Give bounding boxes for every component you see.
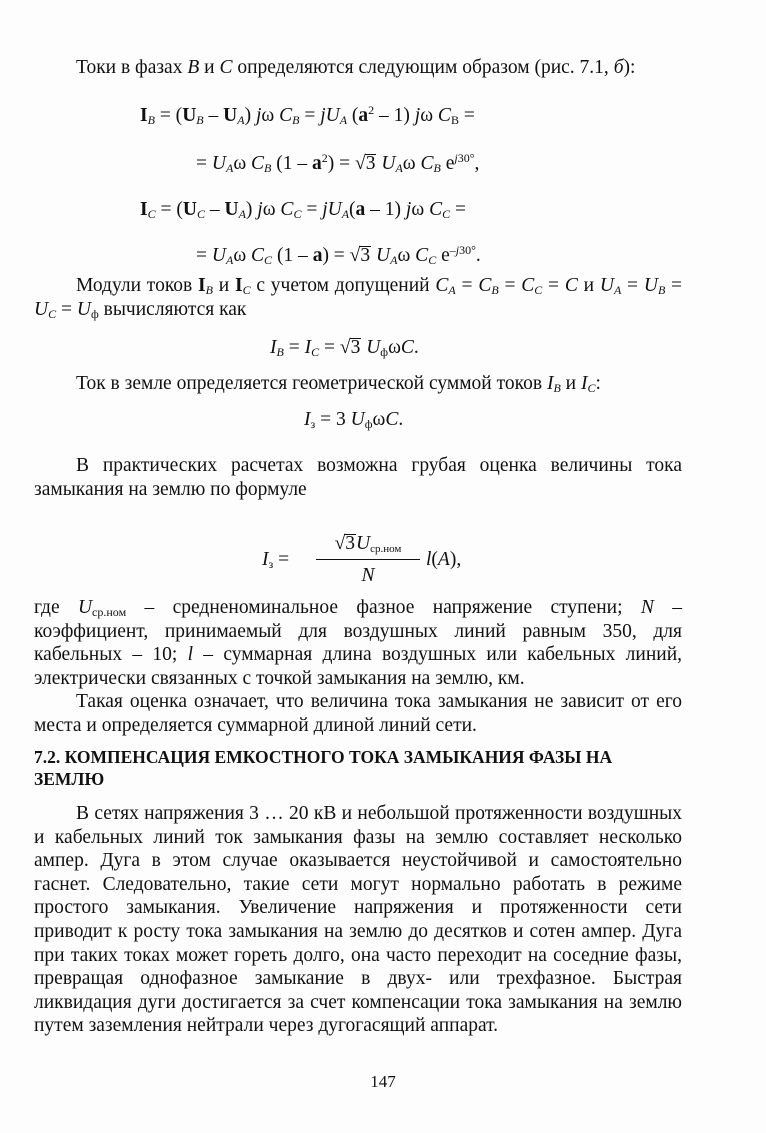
page-number: 147 bbox=[370, 1072, 396, 1091]
networks-paragraph: В сетях напряжения 3 … 20 кВ и небольшой протяженности воздушных и кабельных линий ток замыкания фазы на землю составляет несколько ампер. Дуга в этом случае оказывается неустойчивой и самостоятельно гаснет. Следовательно, такие сети могут нормально работать в режиме простого замыкания. Увеличение напряжения и протяженности сети приводит к росту тока замыкания на землю до десятков и сотен ампер. Дуга при таких токах может гореть долго, она часто переходит на соседние фазы, превращая однофазное замыкание в двух- или трехфазное. Быстрая ликвидация дуги достигается за счет компенсации тока замыкания на землю путем заземления нейтрали через дугогасящий аппарат. bbox=[34, 803, 682, 1037]
ground-paragraph: Ток в земле определяется геометрической суммой токов $I_B$ и $I_C$: bbox=[76, 373, 601, 395]
equation-ic-2: = $U_A\omega$ $C_C$ (1 – a) = √3 $U_A\omega$ $C_C$ $e^{-j30^\circ}$. bbox=[196, 243, 481, 267]
section-title: 7.2. КОМПЕНСАЦИЯ ЕМКОСТНОГО ТОКА ЗАМЫКАНИЯ ФАЗЫ НА ЗЕМЛЮ bbox=[34, 747, 613, 789]
equation-ib-ic: $I_B = I_C = √3$ $U_ф\omega C$. bbox=[270, 337, 419, 359]
equation-ib-2: = $U_A\omega$ $C_B$ $(1 - a^2) = √3$ $U_A\omega$ $C_B$ $e^{j30^\circ}$, bbox=[196, 151, 480, 175]
estimate-paragraph: Такая оценка означает, что величина тока замыкания не зависит от его места и определяется суммарной длиной линий сети. bbox=[34, 691, 682, 736]
modules-paragraph: Модули токов $I_B$ и $I_C$ с учетом допущений $C_A = C_B = C_C = C$ и $U_A = U_B = U_C = U_ф$ вычисляются как bbox=[34, 275, 683, 321]
equation-ib-1: $I_B = (U_B - U_A)$ jω $C_B = jU_A$ $(a^2 - 1)$ jω $C_B$ = bbox=[140, 103, 475, 127]
equation-iz: $I_з = 3$ $U_ф\omega C$. bbox=[304, 409, 404, 431]
practical-paragraph: В практических расчетах возможна грубая оценка величины тока замыкания на землю по формуле bbox=[34, 455, 682, 500]
where-paragraph: где $U_{ср.ном}$ – средненоминальное фазное напряжение ступени; N – коэффициент, принимаемый для воздушных линий равным 350, для кабельных – 10; l – суммарная длина воздушных или кабельных линий, электрически связанных с точкой замыкания на землю, км. bbox=[34, 597, 683, 689]
equation-ic-1: $I_C = (U_C - U_A)$ jω $C_C = jU_A(a - 1)$ jω $C_C$ = bbox=[140, 199, 466, 221]
intro-paragraph: Токи в фазах B и C определяются следующим образом (рис. 7.1, б): bbox=[76, 57, 636, 78]
